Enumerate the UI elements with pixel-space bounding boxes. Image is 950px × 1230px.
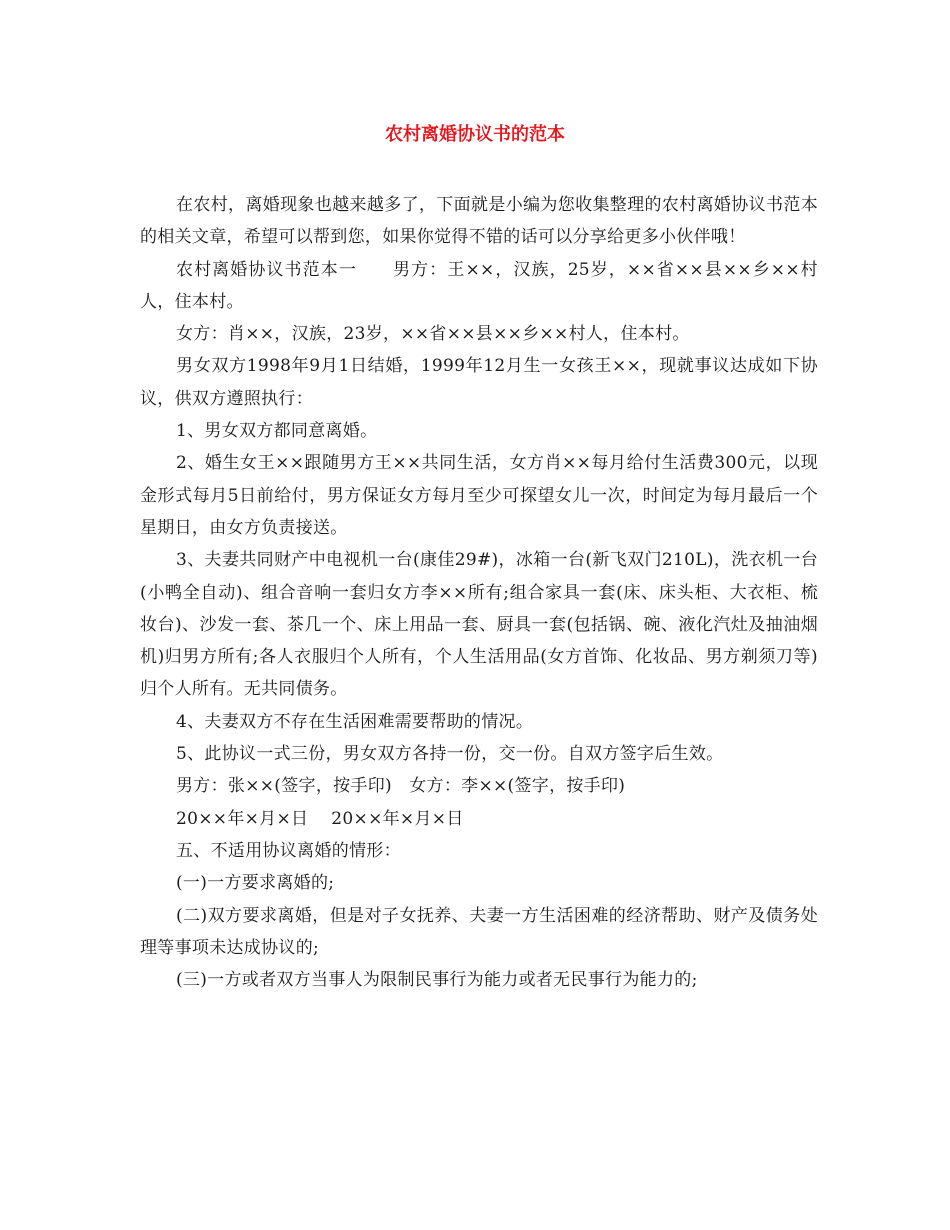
paragraph-case-2: (二)双方要求离婚，但是对子女抚养、夫妻一方生活困难的经济帮助、财产及债务处理等事项未达成协议的; <box>140 905 818 958</box>
paragraph-clause-3: 3、夫妻共同财产中电视机一台(康佳29#)，冰箱一台(新飞双门210L)，洗衣机一台(小鸭全自动)、组合音响一套归女方李××所有;组合家具一套(床、床头柜、大衣柜、梳妆台)、沙发一套、茶几一个、床上用品一套、厨具一套(包括锅、碗、液化汽灶及抽油烟机)归男方所有;各人衣服归个人所有，个人生活用品(女方首饰、化妆品、男方剃须刀等)归个人所有。无共同债务。 <box>140 550 818 700</box>
paragraph-intro: 在农村，离婚现象也越来越多了，下面就是小编为您收集整理的农村离婚协议书范本的相关文章，希望可以帮到您，如果你觉得不错的话可以分享给更多小伙伴哦！ <box>140 195 818 248</box>
document-title: 农村离婚协议书的范本 <box>385 124 565 145</box>
paragraph-clause-5: 5、此协议一式三份，男女双方各持一份，交一份。自双方签字后生效。 <box>176 744 724 765</box>
paragraph-clause-4: 4、夫妻双方不存在生活困难需要帮助的情况。 <box>176 711 534 732</box>
paragraph-section-five: 五、不适用协议离婚的情形： <box>176 840 401 861</box>
paragraph-clause-2: 2、婚生女王××跟随男方王××共同生活，女方肖××每月给付生活费300元，以现金形式每月5日前给付，男方保证女方每月至少可探望女儿一次，时间定为每月最后一个星期日，由女方负责接送。 <box>140 453 818 538</box>
paragraph-sample-one-husband: 农村离婚协议书范本一 男方：王××，汉族，25岁，××省××县××乡××村人，住本村。 <box>140 259 818 312</box>
paragraph-clause-1: 1、男女双方都同意离婚。 <box>176 421 378 442</box>
paragraph-dates: 20××年×月×日 20××年×月×日 <box>176 808 464 829</box>
paragraph-case-3: (三)一方或者双方当事人为限制民事行为能力或者无民事行为能力的; <box>176 970 698 991</box>
document-body <box>140 189 818 996</box>
paragraph-case-1: (一)一方要求离婚的; <box>176 873 335 894</box>
paragraph-wife: 女方：肖××，汉族，23岁，××省××县××乡××村人，住本村。 <box>176 324 690 345</box>
paragraph-marriage-info: 男女双方1998年9月1日结婚，1999年12月生一女孩王××，现就事议达成如下协议，供双方遵照执行： <box>140 356 818 409</box>
paragraph-signatures: 男方：张××(签字，按手印) 女方：李××(签字，按手印) <box>176 776 626 797</box>
